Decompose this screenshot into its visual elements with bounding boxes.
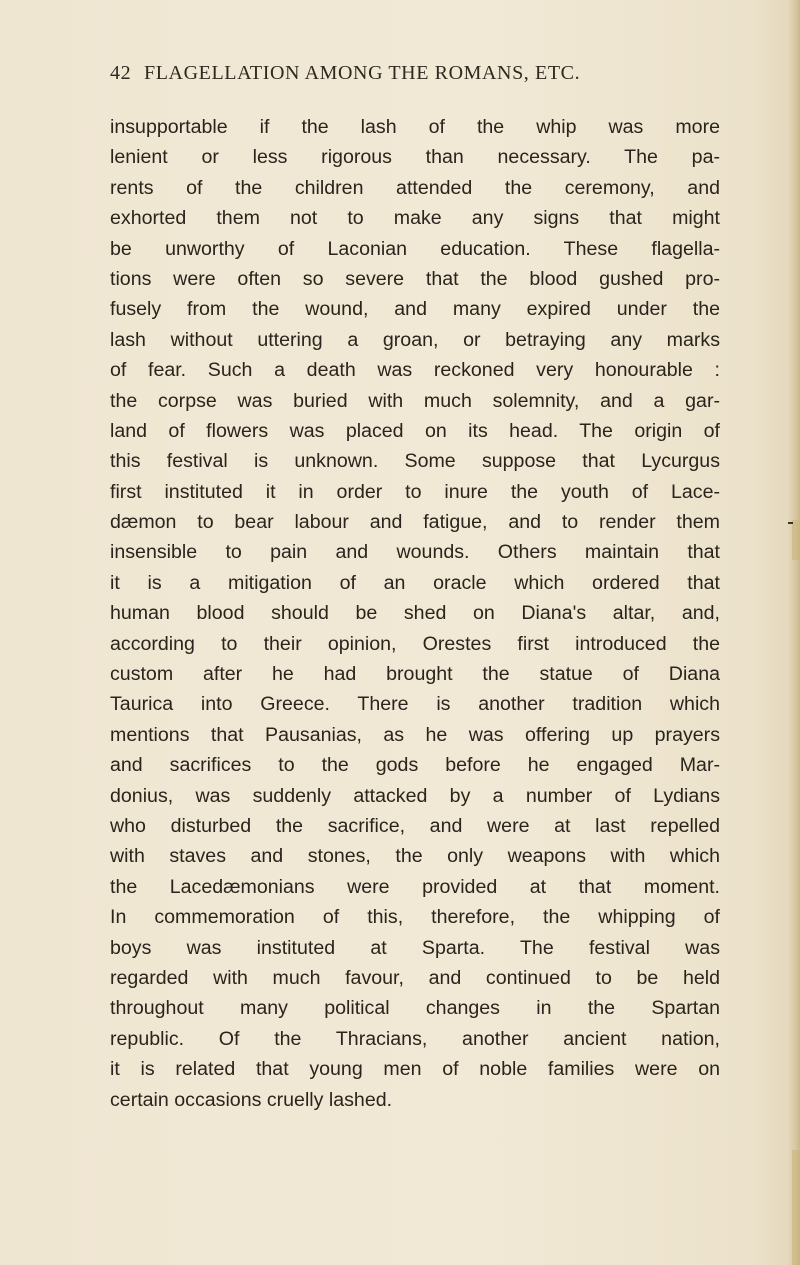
text-line: Taurica into Greece. There is another tradition which: [110, 693, 720, 716]
text-line: the corpse was buried with much solemnity, and a gar-: [110, 389, 720, 412]
page-stain: [792, 520, 800, 560]
text-line: of fear. Such a death was reckoned very honourable :: [110, 359, 720, 382]
text-line: throughout many political changes in the Spartan: [110, 997, 720, 1020]
text-line: according to their opinion, Orestes first introduced the: [110, 632, 720, 655]
page-number: 42: [110, 62, 132, 84]
text-line: dæmon to bear labour and fatigue, and to render them: [110, 511, 720, 534]
text-line: lenient or less rigorous than necessary. The pa-: [110, 146, 720, 169]
text-line: custom after he had brought the statue of Diana: [110, 663, 720, 686]
text-line: donius, was suddenly attacked by a number of Lydians: [110, 784, 720, 807]
text-line: first instituted it in order to inure the youth of Lace-: [110, 480, 720, 503]
text-line: certain occasions cruelly lashed.: [110, 1088, 393, 1111]
text-line: land of flowers was placed on its head. The origin of: [110, 419, 720, 442]
text-line: boys was instituted at Sparta. The festival was: [110, 936, 720, 959]
text-line: fusely from the wound, and many expired under the: [110, 298, 720, 321]
text-line: exhorted them not to make any signs that might: [110, 207, 720, 230]
text-line: republic. Of the Thracians, another ancient nation,: [110, 1027, 720, 1050]
text-line: this festival is unknown. Some suppose that Lycurgus: [110, 450, 720, 473]
text-line: regarded with much favour, and continued to be held: [110, 966, 720, 989]
body-text: [110, 112, 720, 1115]
text-line: it is a mitigation of an oracle which ordered that: [110, 571, 720, 594]
text-line: human blood should be shed on Diana's altar, and,: [110, 602, 720, 625]
text-line: and sacrifices to the gods before he engaged Mar-: [110, 754, 720, 777]
text-line: tions were often so severe that the blood gushed pro-: [110, 267, 720, 290]
text-line: it is related that young men of noble families were on: [110, 1058, 720, 1081]
running-head: [110, 62, 690, 86]
text-line: insupportable if the lash of the whip was more: [110, 116, 720, 138]
text-line: rents of the children attended the ceremony, and: [110, 176, 720, 199]
text-line: who disturbed the sacrifice, and were at last repelled: [110, 814, 720, 837]
text-line: In commemoration of this, therefore, the whipping of: [110, 906, 720, 929]
running-title: FLAGELLATION AMONG THE ROMANS, ETC.: [144, 62, 581, 84]
text-line: be unworthy of Laconian education. These flagella-: [110, 237, 720, 260]
text-line: lash without uttering a groan, or betraying any marks: [110, 328, 720, 351]
text-line: mentions that Pausanias, as he was offering up prayers: [110, 723, 720, 746]
text-line: with staves and stones, the only weapons with which: [110, 845, 720, 868]
text-line: the Lacedæmonians were provided at that moment.: [110, 875, 720, 898]
margin-mark: [788, 522, 793, 524]
text-line: insensible to pain and wounds. Others maintain that: [110, 541, 720, 564]
page-edge-shadow: [788, 0, 800, 1265]
page-stain: [792, 1150, 800, 1265]
